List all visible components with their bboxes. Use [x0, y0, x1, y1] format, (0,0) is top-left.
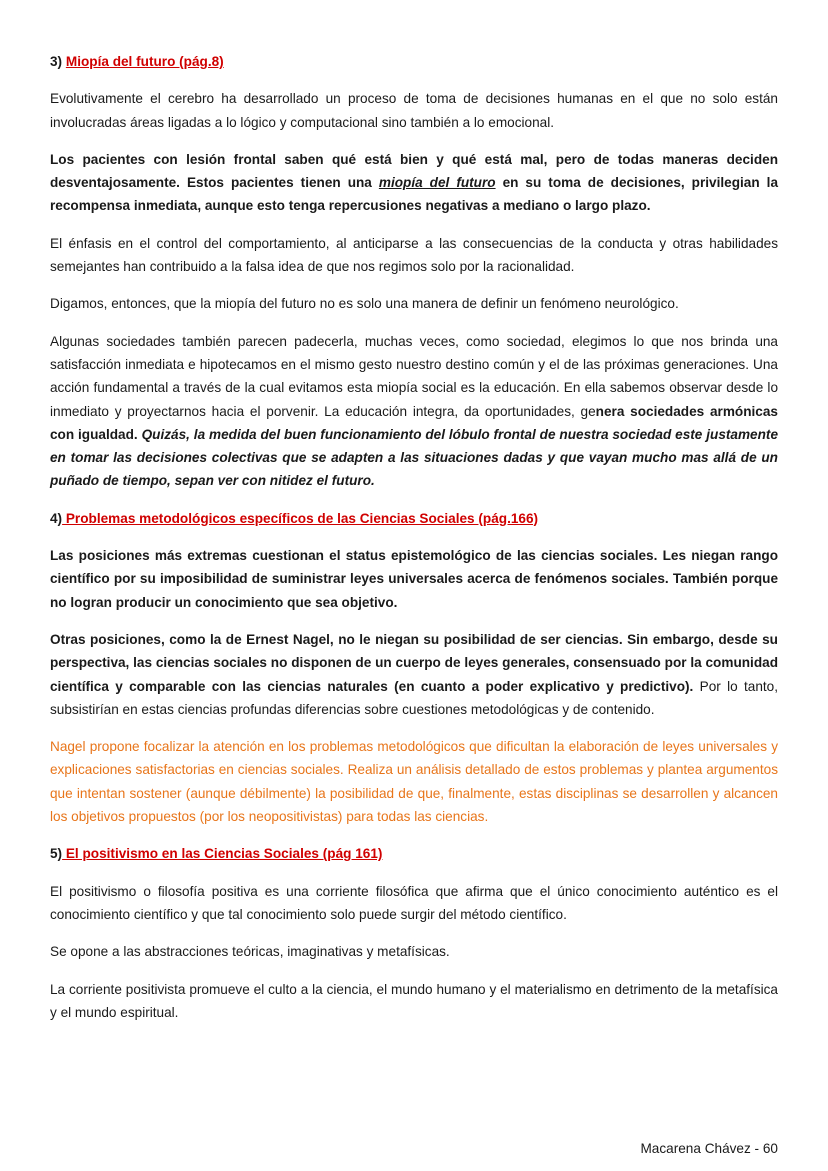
- section-number: 4): [50, 510, 63, 526]
- page-footer: Macarena Chávez - 60: [640, 1141, 778, 1156]
- text: Por lo tanto, subsistirían en estas ciencias profundas diferencias sobre cuestiones metodológicas y de contenido.: [50, 678, 778, 717]
- bold-text: nera sociedades armónicas con igualdad.: [50, 403, 778, 442]
- emphasis: miopía del futuro: [378, 175, 496, 191]
- bold-italic-text: Quizás, la medida del buen funcionamiento del lóbulo frontal de nuestra sociedad este justamente en tomar las decisiones colectivas que se adapten a las situaciones dadas y que vayan mucho mas allá de un puñado de tiempo, sepan ver con nitidez el futuro.: [50, 426, 779, 489]
- section-title: Problemas metodológicos específicos de las Ciencias Sociales (pág.166): [62, 510, 539, 526]
- text: Los pacientes con lesión frontal saben qué está bien y qué está mal, pero de todas maneras deciden desventajosamente. Estos pacientes tienen una: [50, 151, 778, 191]
- section-number: 3): [50, 54, 63, 69]
- paragraph: Evolutivamente el cerebro ha desarrollado un proceso de toma de decisiones humanas en el que no solo están involucradas áreas ligadas a lo lógico y computacional sino también a lo emocional.: [50, 91, 778, 130]
- text: Algunas sociedades también parecen padecerla, muchas veces, como sociedad, elegimos lo que nos brinda una satisfacción inmediata e hipotecamos en el mismo gesto nuestro destino común y el de las próximas generaciones. Una acción fundamental a través de la cual evitamos esta miopía social es la educación. En ella sabemos observar desde lo inmediato y proyectarnos hacia el porvenir. La educación integra, da oportunidades, ge: [50, 333, 778, 419]
- paragraph: [50, 148, 778, 218]
- paragraph: Las posiciones más extremas cuestionan el status epistemológico de las ciencias sociales. Les niegan rango científico por su imposibilidad de suministrar leyes universales acerca de fenómenos sociales. También porque no logran producir un conocimiento que sea objetivo.: [50, 548, 778, 610]
- paragraph: Digamos, entonces, que la miopía del futuro no es solo una manera de definir un fenómeno neurológico.: [50, 296, 679, 312]
- bold-text: Otras posiciones, como la de Ernest Nagel, no le niegan su posibilidad de ser ciencias. Sin embargo, desde su perspectiva, las ciencias sociales no disponen de un cuerpo de leyes generales, consensuado por la comunidad científica y comparable con las ciencias naturales (en cuanto a poder explicativo y predictivo).: [50, 631, 778, 694]
- section-5-heading: [50, 842, 778, 865]
- document-page: [50, 50, 778, 1038]
- paragraph: Se opone a las abstracciones teóricas, imaginativas y metafísicas.: [50, 944, 450, 960]
- section-3-heading: [50, 50, 778, 73]
- section-title: Miopía del futuro (pág.8): [65, 54, 224, 69]
- paragraph: La corriente positivista promueve el culto a la ciencia, el mundo humano y el materialismo en detrimento de la metafísica y el mundo espiritual.: [50, 981, 778, 1020]
- section-number: 5): [50, 846, 63, 862]
- paragraph: El énfasis en el control del comportamiento, al anticiparse a las consecuencias de la conducta y otras habilidades semejantes han contribuido a la falsa idea de que nos regimos solo por la racionalidad.: [50, 235, 778, 275]
- paragraph: El positivismo o filosofía positiva es una corriente filosófica que afirma que el único conocimiento auténtico es el conocimiento científico y que tal conocimiento solo puede surgir del método científico.: [50, 883, 778, 922]
- paragraph: [50, 628, 778, 721]
- section-title: El positivismo en las Ciencias Sociales (pág 161): [62, 846, 383, 862]
- text: en su toma de decisiones, privilegian la recompensa inmediata, aunque esto tenga repercusiones negativas a mediano o largo plazo.: [50, 175, 778, 214]
- section-4-heading: [50, 507, 778, 530]
- highlighted-paragraph: Nagel propone focalizar la atención en los problemas metodológicos que dificultan la elaboración de leyes universales y explicaciones satisfactorias en ciencias sociales. Realiza un análisis detallado de estos problemas y plantea argumentos que intentan sostener (aunque débilmente) la posibilidad de que, finalmente, estas disciplinas se desarrollen y alcancen los objetivos propuestos (por los neopositivistas) para todas las ciencias.: [50, 739, 778, 825]
- paragraph: [50, 330, 778, 493]
